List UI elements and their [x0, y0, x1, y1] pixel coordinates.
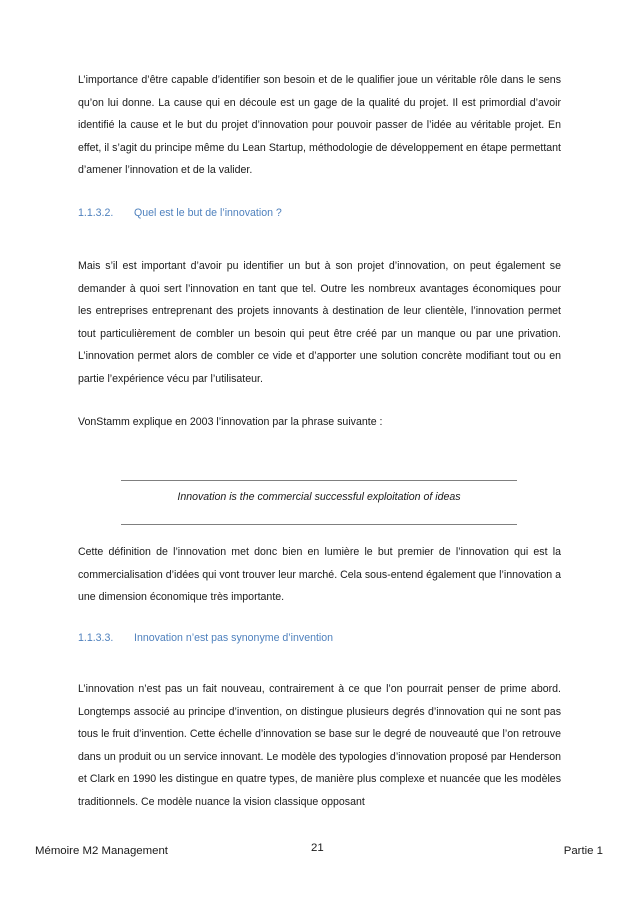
quote-bottom-rule — [121, 524, 517, 525]
quote-definition: Innovation is the commercial successful exploitation of ideas — [177, 491, 461, 503]
paragraph-innovation-invention: L’innovation n’est pas un fait nouveau, contrairement à ce que l’on pourrait penser de prime abord. Longtemps associé au principe d’invention, on distingue plusieurs degrés d’innovation qui ne sont pas tous le fruit d’invention. Cette échelle d’innovation se base sur le degré de nouveauté que l’on retrouve dans un produit ou un service innovant. Le modèle des typologies d’innovation proposé par Henderson et Clark en 1990 les distingue en quatre types, de manière plus complexe et nuancée que les modèles traditionnels. Ce modèle nuance la vision classique opposant — [78, 683, 561, 808]
section-heading-but-innovation — [78, 207, 282, 219]
footer-left-title: Mémoire M2 Management — [35, 845, 168, 857]
section-number: 1.1.3.2. — [78, 207, 114, 219]
quote-top-rule — [121, 480, 517, 481]
paragraph-importance-besoin: L’importance d’être capable d’identifier son besoin et de le qualifier joue un véritable rôle dans le sens qu’on lui donne. La cause qui en découle est un gage de la qualité du projet. Il est primordial d’avoir identifié la cause et le but du projet d’innovation pour pouvoir passer de l’idée au véritable projet. En effet, il s’agit du principe même du Lean Startup, méthodologie de développement en étape permettant d’amener l’innovation et de la valider. — [78, 74, 561, 177]
section-number: 1.1.3.3. — [78, 632, 114, 644]
page-number: 21 — [311, 842, 324, 854]
paragraph-definition-innovation: Cette définition de l’innovation met donc bien en lumière le but premier de l’innovation qui est la commercialisation d’idées qui vont trouver leur marché. Cela sous-entend également que l’innovation a une dimension économique très importante. — [78, 546, 561, 604]
section-title: Innovation n’est pas synonyme d’invention — [134, 632, 334, 644]
paragraph-but-innovation: Mais s’il est important d’avoir pu identifier un but à son projet d’innovation, on peut également se demander à quoi sert l’innovation en tant que tel. Outre les nombreux avantages économiques pour les entreprises entreprenant des projets innovants à destination de leur clientèle, l’innovation permet tout particulièrement de combler un besoin qui peut être créé par un manque ou par une privation. L’innovation permet alors de combler ce vide et d’apporter une solution concrète modifiant tout ou en partie l’expérience vécu par l’utilisateur. — [78, 260, 561, 385]
section-title: Quel est le but de l’innovation ? — [134, 207, 282, 219]
section-heading-innovation-invention — [78, 632, 333, 644]
footer-right-part: Partie 1 — [563, 845, 603, 857]
paragraph-vonstamm: VonStamm explique en 2003 l’innovation par la phrase suivante : — [78, 416, 383, 428]
